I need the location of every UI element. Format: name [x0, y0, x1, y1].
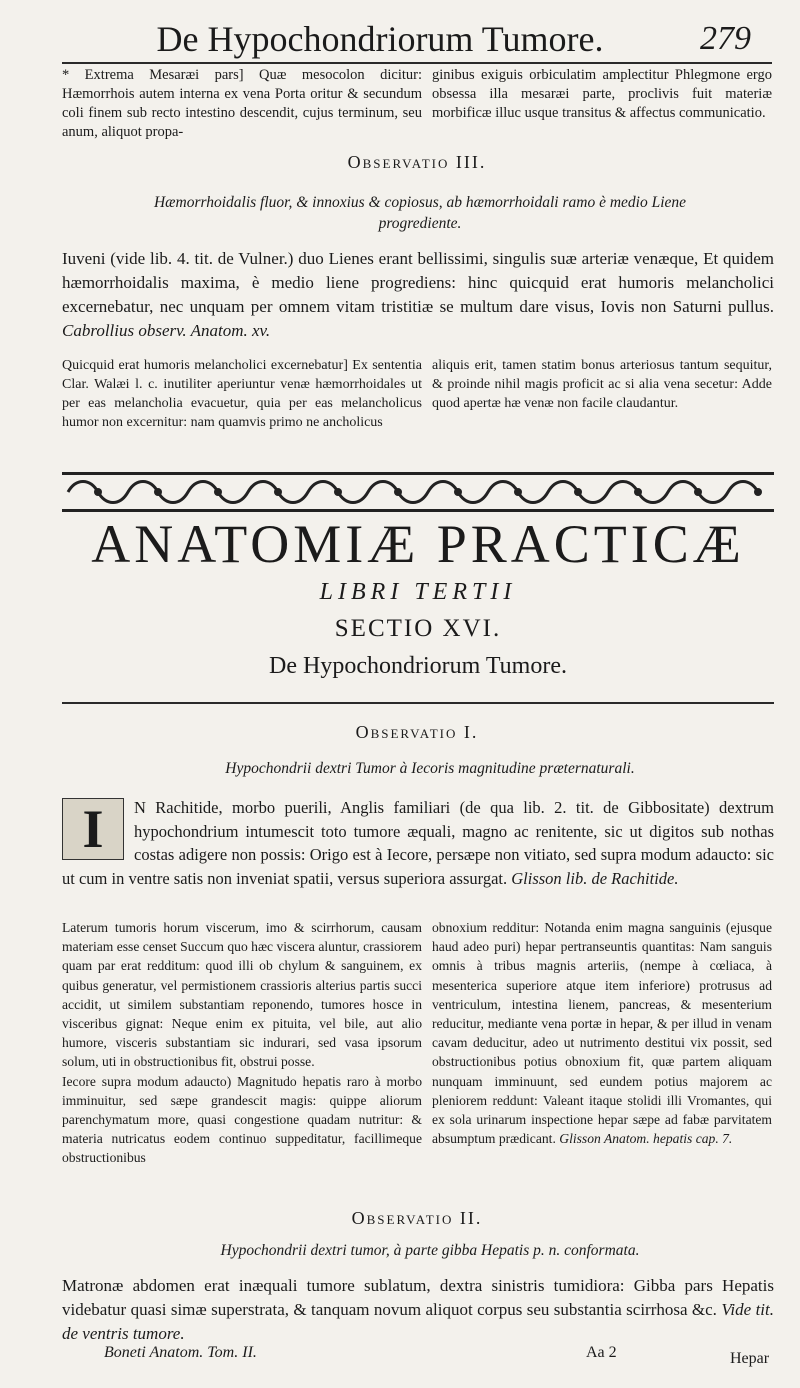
- decorated-initial: I: [62, 798, 124, 860]
- scholion-1-left-para-1: Laterum tumoris horum viscerum, imo & scirrhorum, causam materiam esse censet Succum quo hæc viscera aluntur, crassiorem quam par erat redditum: quod illi ob chylum & sanguinem, ex quibus generatur, vel permistionem crassioris alterius partis succi accidit, ut similem substantiam reponendo, tumores hosce in visceribus gignat: Neque enim ex pituita, vel bile, aut alio humore, visceris substantiam sic indurari, sed vasa ipsorum solum, uti in obstructionibus fit, obstrui posse.: [62, 920, 422, 1070]
- observatio-1-heading: Observatio I.: [355, 722, 479, 742]
- observatio-2-heading: Observatio II.: [351, 1208, 483, 1228]
- section-title: De Hypochondriorum Tumore.: [269, 653, 567, 679]
- section-rule: [62, 702, 774, 704]
- observatio-3-subtitle: Hæmorrhoidalis fluor, & innoxius & copiosus, ab hæmorrhoidali ramo è medio Liene progrediente.: [153, 194, 687, 232]
- observatio-3-heading: Observatio III.: [347, 152, 487, 172]
- page-number: 279: [700, 20, 751, 57]
- ornament-scroll-graphic: [62, 470, 774, 514]
- scholion-3-left: Quicquid erat humoris melancholici excernebatur] Ex sententia Clar. Walæi l. c. inutiliter aperiuntur venæ hæmorrhoidales ut per eas melancholia evacuetur, quia per eas melancholicus humor non excernitur: nam quamvis primo ne ancholicus: [62, 358, 422, 430]
- scholion-1-left-para-2: Iecore supra modum adaucto) Magnitudo hepatis raro à morbo imminuitur, sed sæpe grandescit magis: quippe aliorum parenchymatum more, quasi congestione quadam nutritur: & materia nutricatus eodem continuo suppeditatur, facillimeque obstructionibus: [62, 1073, 422, 1166]
- observatio-1-citation: Glisson lib. de Rachitide.: [511, 868, 679, 888]
- observatio-3-body: [62, 247, 774, 343]
- top-note-right: ginibus exiguis orbiculatim amplectitur Phlegmone ergo obsessa illa mesaræi parte, proclivis fuit materiæ morbificæ illuc usque transitus & affectus communicatio.: [432, 67, 772, 121]
- book-title: ANATOMIÆ PRACTICÆ: [91, 514, 745, 574]
- scholion-1-left: [62, 918, 422, 1168]
- running-title: De Hypochondriorum Tumore.: [156, 19, 604, 59]
- observatio-1-body: [62, 796, 774, 890]
- observatio-2-text: Matronæ abdomen erat inæquali tumore sublatum, dextra sinistris tumidiora: Gibba pars Hepatis videbatur quasi simæ superstrata, & tanquam novum aliquot corpus seu substantia scirrhosa &c.: [62, 1276, 774, 1319]
- section-number: SECTIO XVI.: [334, 615, 502, 642]
- observatio-2-body: [62, 1274, 774, 1346]
- book-part: LIBRI TERTII: [319, 579, 517, 605]
- observatio-2-subtitle: Hypochondrii dextri tumor, à parte gibba Hepatis p. n. conformata.: [220, 1242, 640, 1259]
- footer-book-reference: Boneti Anatom. Tom. II.: [104, 1344, 257, 1361]
- footer-catchword: Hepar: [730, 1350, 770, 1367]
- scholion-3-right: aliquis erit, tamen statim bonus arteriosus tantum sequitur, & proinde nihil magis proficit ac si alia vena secetur: Adde quod apertæ hæ venæ non facile claudantur.: [432, 358, 772, 411]
- observatio-3-text: Iuveni (vide lib. 4. tit. de Vulner.) duo Lienes erant bellissimi, singulis suæ arteriæ venæque, Et quidem hæmorrhoidalis maxima, è medio liene progrediens: hinc quicquid erat humoris melancholici excernebatur, nec unquam per omnem vitam tristitiæ se multum dare visus, Iovis non Saturni pullus.: [62, 249, 774, 316]
- footer-signature-mark: Aa 2: [586, 1344, 617, 1361]
- scholion-1-right-text: obnoxium redditur: Notanda enim magna sanguinis (ejusque haud adeo puri) hepar pertranseuntis quantitas: Nam sanguis omnis à tribus magnis arteriis, (nempe à cœliaca, à mesenterica superiore atque item inferiore) protrusus ad ventriculum, intestina lienem, pancreas, & mesenterium reducitur, mediante vena portæ in hepar, & per illud in venam cavam deducitur, adeo ut nutrimento destitui vix possit, sed obstructionibus potius obnoxium fit, quæ partem aliquam nunquam imminuunt, sed eundem potius majorem ac pleniorem reddunt: Valeant itaque stolidi illi Vromantes, qui ex sola urinarum inspectione hepar sæpe ad fabæ parvitatem absumptum prædicant.: [432, 920, 772, 1147]
- observatio-2-citation: Vide tit. de ventris tumore.: [62, 1300, 774, 1343]
- ornamental-band: [62, 470, 774, 514]
- scholion-1-right: [432, 918, 772, 1148]
- top-note-left: * Extrema Mesaræi pars] Quæ mesocolon dicitur: Hæmorrhois autem interna ex vena Porta oritur & secundum coli finem sub recto intestino descendit, cujus terminum, seu anum, aliquot propa-: [62, 67, 422, 140]
- observatio-3-citation: Cabrollius observ. Anatom. xv.: [62, 321, 271, 340]
- observatio-1-text: N Rachitide, morbo puerili, Anglis familiari (de qua lib. 2. tit. de Gibbositate) dextrum hypochondrium intumescit toto tumore æquali, magno ac renitente, sic ut digitos sub nothas costas adigere non possis: Origo est à Iecore, persæpe non vitiato, sed supra modum adaucto: sic ut cum in ventre satis non inveniat spatii, versus superiora assurgat.: [62, 798, 774, 888]
- header-rule: [62, 62, 772, 64]
- scholion-1-right-citation: Glisson Anatom. hepatis cap. 7.: [559, 1131, 733, 1147]
- observatio-1-subtitle: Hypochondrii dextri Tumor à Iecoris magnitudine præternaturali.: [225, 760, 635, 777]
